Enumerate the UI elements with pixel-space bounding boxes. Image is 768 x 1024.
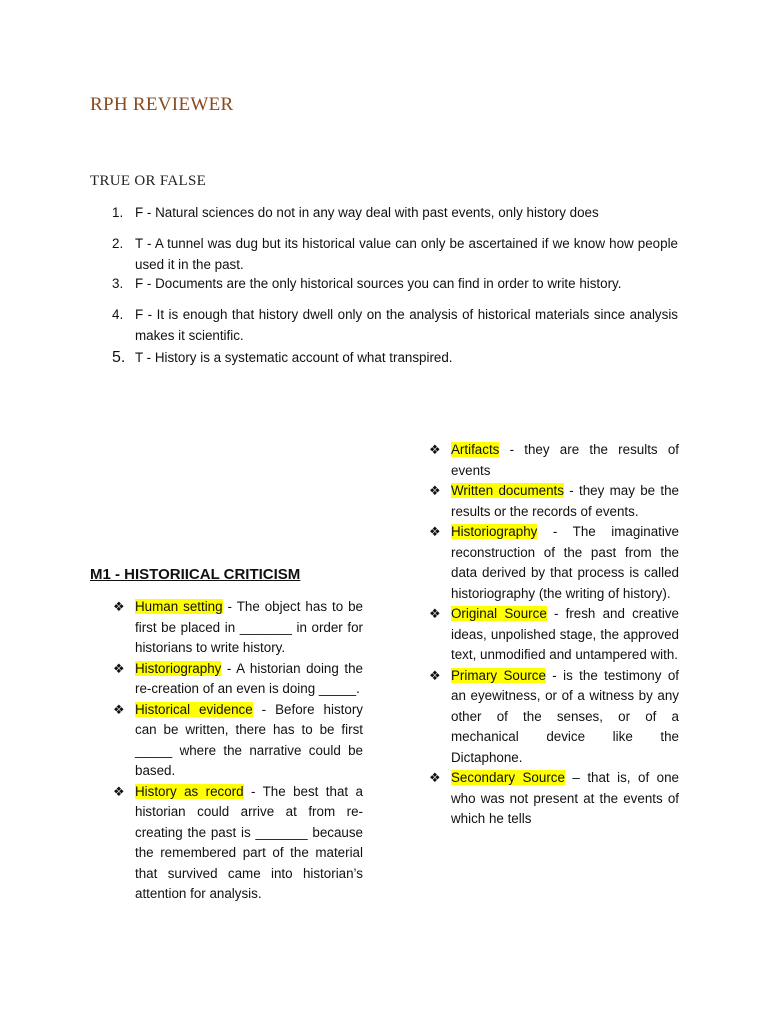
definition-text: - they are the results of events [451, 442, 679, 478]
list-item [113, 659, 363, 700]
diamond-bullet-icon: ❖ [429, 483, 441, 498]
definition-text: - The object has to be first be placed in _______ in order for historians to write history. [135, 599, 363, 655]
true-false-heading: TRUE OR FALSE [90, 173, 207, 189]
highlighted-term: Artifacts [451, 442, 500, 457]
item-text: F - It is enough that history dwell only on the analysis of historical materials since analysis makes it scientific. [135, 307, 678, 343]
item-text: T - History is a systematic account of what transpired. [135, 350, 453, 365]
true-false-item-2 [112, 234, 678, 275]
diamond-bullet-icon: ❖ [429, 770, 441, 785]
diamond-bullet-icon: ❖ [113, 783, 125, 799]
highlighted-term: Written documents [451, 483, 564, 498]
true-false-item-1 [112, 203, 678, 224]
list-item [113, 782, 363, 905]
diamond-bullet-icon: ❖ [113, 599, 125, 614]
highlighted-term: Secondary Source [451, 770, 565, 785]
item-number: 1. [112, 205, 124, 220]
item-number: 3. [112, 276, 124, 291]
m1-heading: M1 - HISTORIICAL CRITICISM [90, 566, 301, 583]
true-false-item-4 [112, 305, 678, 346]
document-title: RPH REVIEWER [90, 94, 234, 115]
highlighted-term: Historiography [135, 660, 222, 676]
list-item [429, 522, 679, 604]
definition-text: - A historian doing the re-creation of an even is doing _____. [135, 660, 363, 696]
diamond-bullet-icon: ❖ [429, 442, 441, 457]
list-item [429, 481, 679, 522]
true-false-item-3 [112, 274, 678, 295]
definition-text: - fresh and creative ideas, unpolished stage, the approved text, unmodified and untampered with. [451, 606, 679, 662]
highlighted-term: Original Source [451, 606, 547, 621]
definition-text: - Before history can be written, there has to be first _____ where the narrative could be based. [135, 701, 363, 778]
definition-text: - The imaginative reconstruction of the past from the data derived by that process is called historiography (the writing of history). [451, 524, 679, 601]
item-text: F - Natural sciences do not in any way deal with past events, only history does [135, 205, 599, 220]
list-item [429, 604, 679, 666]
item-text: T - A tunnel was dug but its historical value can only be ascertained if we know how people used it in the past. [135, 236, 678, 272]
definition-text: - The best that a historian could arrive at from re-creating the past is _______ because the remembered part of the material that survived came into historian’s attention for analysis. [135, 783, 363, 901]
definition-text: - is the testimony of an eyewitness, or of a witness by any other of the senses, or of a mechanical device like the Dictaphone. [451, 667, 679, 765]
diamond-bullet-icon: ❖ [429, 667, 441, 683]
diamond-bullet-icon: ❖ [429, 524, 441, 539]
list-item [429, 666, 679, 769]
definition-text: – that is, of one who was not present at the events of which he tells [451, 770, 679, 826]
item-number: 2. [112, 236, 124, 251]
m1-bullet-list [113, 597, 363, 905]
highlighted-term: History as record [135, 783, 244, 799]
diamond-bullet-icon: ❖ [429, 606, 441, 621]
list-item [113, 700, 363, 782]
list-item [429, 440, 679, 481]
list-item [429, 768, 679, 830]
item-number: 5. [112, 349, 126, 366]
item-text: F - Documents are the only historical sources you can find in order to write history. [135, 276, 622, 291]
list-item [113, 597, 363, 659]
highlighted-term: Historiography [451, 524, 538, 539]
highlighted-term: Historical evidence [135, 701, 253, 717]
diamond-bullet-icon: ❖ [113, 660, 125, 676]
highlighted-term: Primary Source [451, 667, 546, 683]
highlighted-term: Human setting [135, 599, 223, 614]
sources-bullet-list [429, 440, 679, 830]
item-number: 4. [112, 307, 124, 322]
diamond-bullet-icon: ❖ [113, 701, 125, 717]
definition-text: - they may be the results or the records of events. [451, 483, 679, 519]
true-false-item-5 [112, 348, 678, 369]
